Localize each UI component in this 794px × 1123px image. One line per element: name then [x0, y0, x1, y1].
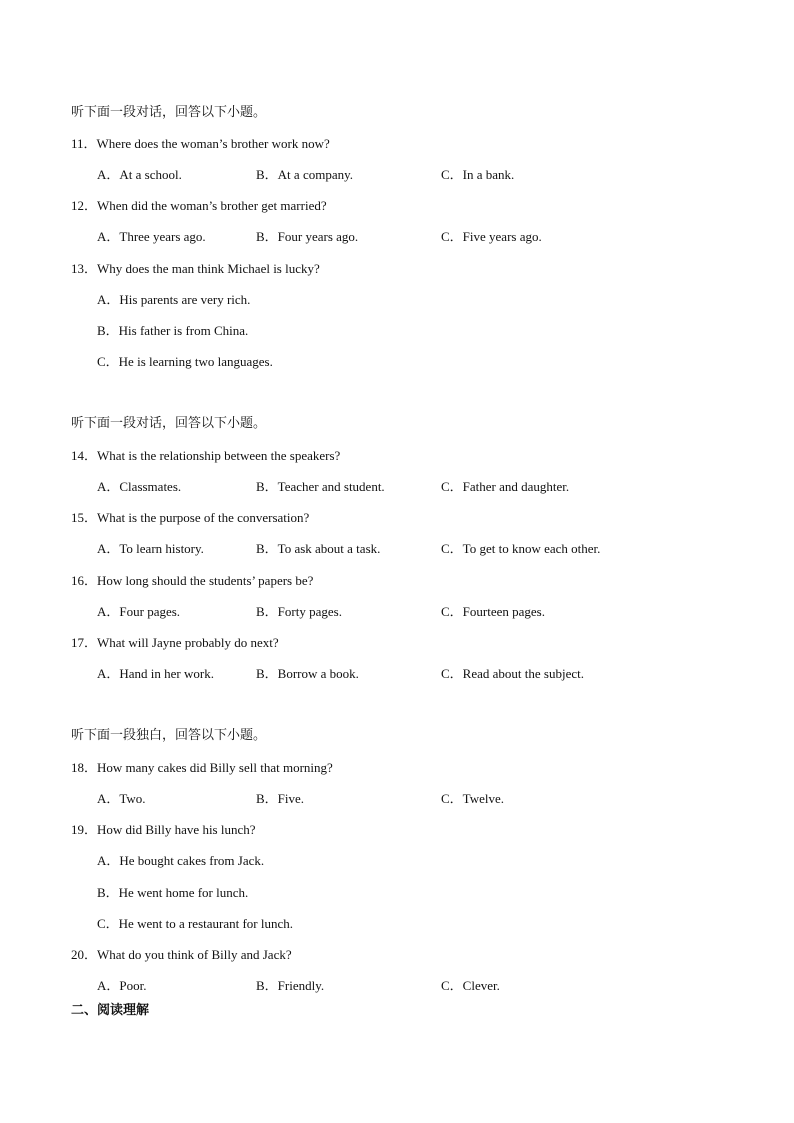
option-11-a: A．At a school.	[97, 167, 182, 182]
question-text: Where does the woman’s brother work now?	[96, 136, 330, 151]
question-12	[71, 198, 327, 214]
question-number: 11．	[71, 136, 97, 151]
question-number: 13．	[71, 261, 98, 276]
option-11-b: B．At a company.	[256, 167, 353, 182]
option-16-c: C．Fourteen pages.	[441, 604, 545, 619]
question-text: How many cakes did Billy sell that morning?	[97, 760, 333, 775]
option-13-a: A．His parents are very rich.	[97, 292, 251, 307]
option-12-a: A．Three years ago.	[97, 229, 206, 244]
option-13-b: B．His father is from China.	[97, 323, 249, 338]
question-number: 16．	[71, 573, 98, 588]
option-14-b: B．Teacher and student.	[256, 479, 385, 494]
option-11-c: C．In a bank.	[441, 167, 515, 182]
question-11	[71, 136, 330, 152]
question-text: What will Jayne probably do next?	[97, 635, 279, 650]
question-20	[71, 947, 292, 963]
question-text: When did the woman’s brother get married?	[97, 198, 327, 213]
option-14-a: A．Classmates.	[97, 479, 182, 494]
question-13	[71, 261, 320, 277]
question-text: Why does the man think Michael is lucky?	[97, 261, 320, 276]
option-19-c: C．He went to a restaurant for lunch.	[97, 916, 294, 931]
question-number: 14．	[71, 448, 98, 463]
question-number: 19．	[71, 822, 98, 837]
question-text: What do you think of Billy and Jack?	[97, 947, 292, 962]
option-20-a: A．Poor.	[97, 978, 147, 993]
reading-section-title: 二、阅读理解	[71, 1003, 150, 1018]
question-19	[71, 822, 256, 838]
section-1-intro: 听下面一段对话，回答以下小题。	[71, 105, 267, 120]
option-18-a: A．Two.	[97, 791, 146, 806]
question-17	[71, 635, 279, 651]
option-19-a: A．He bought cakes from Jack.	[97, 853, 265, 868]
option-16-a: A．Four pages.	[97, 604, 181, 619]
option-20-c: C．Clever.	[441, 978, 500, 993]
section-2-intro: 听下面一段对话，回答以下小题。	[71, 416, 267, 431]
option-17-a: A．Hand in her work.	[97, 666, 214, 681]
question-text: What is the relationship between the speakers?	[97, 448, 341, 463]
question-15	[71, 510, 309, 526]
option-15-c: C．To get to know each other.	[441, 541, 601, 556]
option-17-b: B．Borrow a book.	[256, 666, 359, 681]
question-number: 17．	[71, 635, 98, 650]
option-16-b: B．Forty pages.	[256, 604, 342, 619]
section-3-intro: 听下面一段独白，回答以下小题。	[71, 728, 267, 743]
option-18-b: B．Five.	[256, 791, 305, 806]
question-text: How did Billy have his lunch?	[97, 822, 256, 837]
option-12-c: C．Five years ago.	[441, 229, 542, 244]
question-14	[71, 448, 340, 464]
question-number: 12．	[71, 198, 98, 213]
question-number: 20．	[71, 947, 98, 962]
question-text: What is the purpose of the conversation?	[97, 510, 310, 525]
option-19-b: B．He went home for lunch.	[97, 885, 249, 900]
question-number: 15．	[71, 510, 98, 525]
option-20-b: B．Friendly.	[256, 978, 325, 993]
option-14-c: C．Father and daughter.	[441, 479, 570, 494]
option-12-b: B．Four years ago.	[256, 229, 359, 244]
option-15-a: A．To learn history.	[97, 541, 204, 556]
question-text: How long should the students’ papers be?	[97, 573, 314, 588]
option-18-c: C．Twelve.	[441, 791, 504, 806]
question-16	[71, 573, 313, 589]
option-15-b: B．To ask about a task.	[256, 541, 381, 556]
option-17-c: C．Read about the subject.	[441, 666, 584, 681]
option-13-c: C．He is learning two languages.	[97, 354, 273, 369]
question-number: 18．	[71, 760, 98, 775]
question-18	[71, 760, 333, 776]
